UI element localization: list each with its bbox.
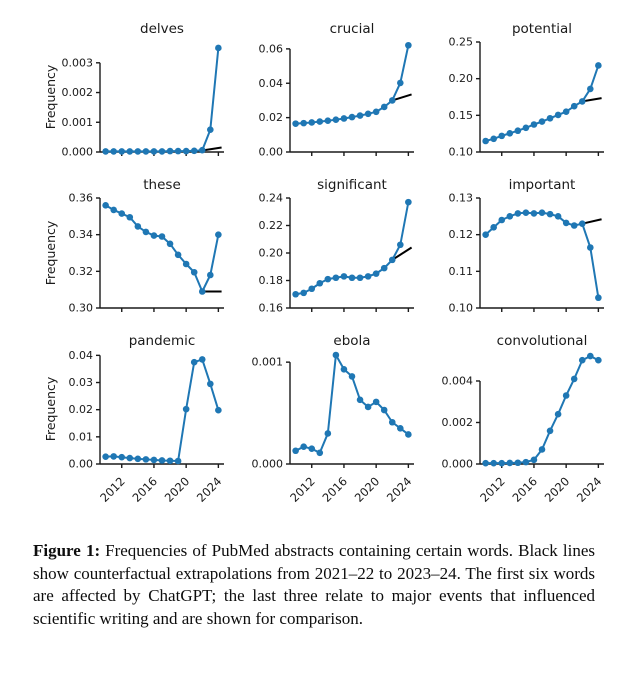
data-point (571, 376, 578, 383)
data-point (143, 148, 150, 155)
subplot-potential (424, 18, 614, 162)
plot-title: ebola (333, 333, 371, 349)
data-point (159, 457, 166, 464)
subplot-canvas-important (424, 174, 614, 318)
data-point (207, 272, 214, 279)
data-point (365, 404, 372, 411)
subplot-canvas-potential (424, 18, 614, 162)
data-point (539, 118, 546, 125)
data-point (191, 148, 198, 155)
data-point (587, 244, 594, 251)
plot-title: delves (140, 21, 184, 37)
y-tick-label: 0.30 (68, 301, 93, 315)
data-point (118, 148, 125, 155)
data-point (563, 220, 570, 227)
data-point (373, 108, 380, 115)
x-tick-label: 2020 (351, 474, 383, 505)
data-point (199, 356, 206, 363)
data-point (595, 357, 602, 364)
subplot-canvas-crucial (234, 18, 424, 162)
y-tick-label: 0.00 (258, 145, 283, 159)
data-point (357, 112, 364, 119)
data-point (118, 454, 125, 461)
data-point (515, 210, 522, 217)
data-point (207, 381, 214, 388)
plot-title: important (508, 177, 576, 193)
data-point (135, 148, 142, 155)
data-point (539, 209, 546, 216)
data-point (547, 211, 554, 218)
data-point (341, 273, 348, 280)
frequency-series (102, 45, 221, 155)
data-point (110, 207, 117, 214)
data-point (159, 233, 166, 240)
data-point (531, 121, 538, 128)
axes (259, 192, 415, 315)
y-tick-label: 0.04 (258, 76, 283, 90)
subplot-significant (234, 174, 424, 318)
figure-caption-text: Frequencies of PubMed abstracts containing certain words. Black lines show counterfactual extrapolations from 2021–22 to 2023–24. The first six words are affected by ChatGPT; the last three relate to major events that influenced scientific writing and are shown for comparison. (33, 541, 595, 628)
x-tick-label: 2012 (287, 474, 318, 505)
data-point (498, 133, 505, 140)
subplot-convolutional (424, 330, 614, 514)
frequency-series (292, 42, 411, 127)
x-tick-label: 2016 (509, 474, 541, 505)
x-tick-label: 2020 (541, 474, 573, 505)
y-tick-label: 0.32 (68, 264, 93, 278)
plot-title: convolutional (496, 333, 588, 349)
y-tick-label: 0.20 (258, 246, 283, 260)
frequency-series (292, 199, 411, 298)
data-point (175, 252, 182, 259)
data-point (587, 86, 594, 93)
subplot-canvas-significant (234, 174, 424, 318)
x-tick-label: 2012 (97, 474, 128, 505)
data-point (357, 397, 364, 404)
data-point (207, 126, 214, 133)
data-point (325, 276, 332, 283)
axes (62, 56, 225, 158)
data-point (523, 125, 530, 132)
subplot-canvas-convolutional (424, 330, 614, 514)
data-point (365, 273, 372, 280)
data-point (405, 199, 412, 206)
plot-title: significant (317, 177, 387, 193)
data-point (191, 269, 198, 276)
subplot-important (424, 174, 614, 318)
data-point (405, 431, 412, 438)
data-point (316, 118, 323, 125)
y-tick-label: 0.000 (61, 145, 93, 159)
data-point (151, 457, 158, 464)
y-tick-label: 0.11 (448, 264, 473, 278)
data-point (381, 265, 388, 272)
plot-title: crucial (329, 21, 375, 37)
data-point (143, 229, 150, 236)
y-tick-label: 0.004 (441, 374, 473, 388)
subplot-canvas-delves (44, 18, 234, 162)
data-point (555, 112, 562, 119)
data-point (389, 257, 396, 264)
frequency-series (482, 209, 601, 301)
data-point (587, 353, 594, 360)
frequency-line (106, 48, 219, 151)
y-tick-label: 0.20 (448, 72, 473, 86)
data-point (381, 407, 388, 414)
y-axis-label: Frequency (44, 220, 58, 286)
data-point (405, 42, 412, 49)
data-point (531, 210, 538, 217)
x-tick-label: 2016 (129, 474, 161, 505)
x-tick-label: 2012 (477, 474, 508, 505)
plot-title: these (143, 177, 181, 193)
data-point (215, 231, 222, 238)
data-point (498, 217, 505, 224)
frequency-line (106, 359, 219, 461)
data-point (547, 115, 554, 122)
data-point (341, 366, 348, 373)
subplot-pandemic (44, 330, 234, 514)
y-tick-label: 0.02 (68, 403, 93, 417)
axes (442, 374, 605, 504)
data-point (167, 241, 174, 248)
y-tick-label: 0.15 (448, 108, 473, 122)
data-point (151, 232, 158, 239)
data-point (595, 62, 602, 69)
data-point (110, 148, 117, 155)
data-point (490, 460, 497, 467)
data-point (126, 214, 133, 221)
y-tick-label: 0.12 (448, 228, 473, 242)
data-point (490, 224, 497, 231)
frequency-series (102, 202, 221, 295)
y-tick-label: 0.003 (61, 56, 93, 70)
frequency-series (102, 356, 221, 464)
data-point (300, 443, 307, 450)
data-point (135, 223, 142, 230)
data-point (215, 407, 222, 414)
data-point (135, 456, 142, 463)
plot-title: potential (511, 21, 573, 37)
y-tick-label: 0.24 (258, 191, 283, 205)
data-point (349, 373, 356, 380)
y-tick-label: 0.03 (68, 376, 93, 390)
y-axis-label: Frequency (44, 64, 58, 130)
data-point (333, 116, 340, 123)
data-point (126, 455, 133, 462)
data-point (308, 445, 315, 452)
x-tick-label: 2016 (319, 474, 351, 505)
data-point (397, 80, 404, 87)
data-point (183, 406, 190, 413)
data-point (397, 425, 404, 432)
data-point (159, 148, 166, 155)
data-point (490, 136, 497, 143)
x-tick-label: 2024 (193, 474, 225, 505)
data-point (482, 231, 489, 238)
data-point (102, 202, 109, 209)
frequency-series (482, 62, 601, 144)
subplot-canvas-these (44, 174, 234, 318)
data-point (506, 213, 513, 220)
y-tick-label: 0.18 (258, 274, 283, 287)
data-point (333, 274, 340, 281)
data-point (102, 148, 109, 155)
data-point (175, 148, 182, 155)
y-tick-label: 0.001 (251, 355, 283, 369)
data-point (300, 120, 307, 127)
figure-caption-label: Figure 1: (33, 541, 101, 560)
data-point (547, 427, 554, 434)
y-tick-label: 0.16 (258, 301, 283, 315)
data-point (397, 241, 404, 248)
frequency-line (296, 355, 409, 453)
y-tick-label: 0.22 (258, 219, 283, 232)
data-point (373, 399, 380, 406)
frequency-series (482, 353, 601, 467)
subplot-canvas-ebola (234, 330, 424, 514)
y-tick-label: 0.36 (68, 191, 93, 205)
data-point (506, 130, 513, 137)
data-point (215, 45, 222, 52)
data-point (292, 447, 299, 454)
data-point (523, 209, 530, 216)
data-point (373, 270, 380, 277)
data-point (151, 148, 158, 155)
data-point (325, 117, 332, 124)
data-point (143, 456, 150, 463)
data-point (183, 261, 190, 268)
data-point (515, 127, 522, 134)
data-point (539, 446, 546, 453)
data-point (515, 459, 522, 466)
data-point (349, 114, 356, 121)
data-point (300, 290, 307, 297)
x-tick-label: 2020 (161, 474, 193, 505)
data-point (183, 148, 190, 155)
y-tick-label: 0.000 (251, 457, 283, 471)
plot-title: pandemic (128, 333, 196, 349)
y-tick-label: 0.04 (68, 348, 93, 362)
data-point (381, 104, 388, 111)
data-point (365, 111, 372, 118)
data-point (357, 274, 364, 281)
data-point (349, 274, 356, 281)
data-point (563, 392, 570, 399)
data-point (579, 357, 586, 364)
y-tick-label: 0.00 (68, 457, 93, 471)
subplot-these (44, 174, 234, 318)
data-point (595, 294, 602, 301)
data-point (308, 119, 315, 126)
subplot-ebola (234, 330, 424, 514)
data-point (110, 453, 117, 460)
frequency-line (296, 45, 409, 123)
data-point (199, 288, 206, 295)
data-point (389, 419, 396, 426)
data-point (292, 291, 299, 298)
data-point (308, 285, 315, 292)
y-tick-label: 0.25 (448, 35, 473, 49)
data-point (325, 430, 332, 437)
data-point (175, 458, 182, 465)
data-point (389, 97, 396, 104)
axes (69, 349, 225, 505)
data-point (531, 457, 538, 464)
y-axis-label: Frequency (44, 376, 58, 442)
data-point (199, 147, 206, 154)
x-tick-label: 2024 (383, 474, 415, 505)
data-point (523, 459, 530, 466)
axes (69, 192, 225, 315)
data-point (167, 457, 174, 464)
y-tick-label: 0.02 (258, 111, 283, 125)
data-point (102, 453, 109, 460)
data-point (571, 222, 578, 229)
y-tick-label: 0.13 (448, 191, 473, 205)
y-tick-label: 0.002 (61, 86, 93, 100)
data-point (167, 148, 174, 155)
y-tick-label: 0.34 (68, 228, 93, 242)
data-point (579, 220, 586, 227)
axes (449, 36, 605, 159)
data-point (316, 449, 323, 456)
data-point (506, 460, 513, 467)
data-point (482, 138, 489, 145)
x-tick-label: 2024 (573, 474, 605, 505)
data-point (191, 359, 198, 366)
y-tick-label: 0.10 (448, 145, 473, 159)
figure-caption (33, 540, 595, 630)
y-tick-label: 0.10 (448, 301, 473, 315)
data-point (333, 352, 340, 359)
subplot-delves (44, 18, 234, 162)
data-point (563, 108, 570, 115)
y-tick-label: 0.002 (441, 415, 473, 429)
subplot-crucial (234, 18, 424, 162)
frequency-series (292, 352, 411, 456)
data-point (482, 460, 489, 467)
data-point (341, 115, 348, 122)
y-tick-label: 0.06 (258, 42, 283, 56)
data-point (555, 411, 562, 418)
data-point (316, 280, 323, 287)
subplot-grid (44, 18, 626, 514)
data-point (118, 210, 125, 217)
data-point (498, 460, 505, 467)
data-point (126, 148, 133, 155)
data-point (555, 213, 562, 220)
y-tick-label: 0.001 (61, 115, 93, 129)
frequency-line (106, 205, 219, 291)
subplot-canvas-pandemic (44, 330, 234, 514)
data-point (579, 98, 586, 105)
y-tick-label: 0.000 (441, 457, 473, 471)
y-tick-label: 0.01 (68, 430, 93, 444)
data-point (292, 120, 299, 127)
data-point (571, 103, 578, 110)
